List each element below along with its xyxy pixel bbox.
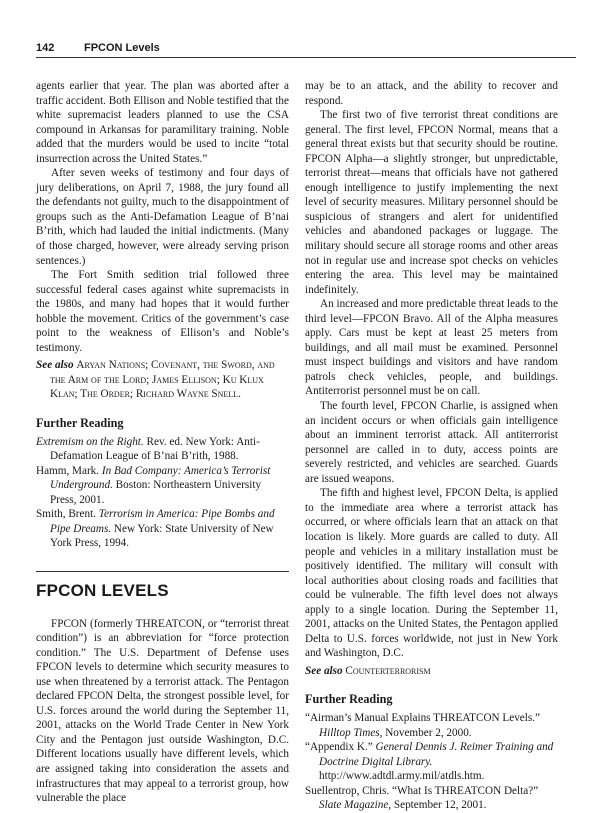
reading-title: Extremism on the Right. (36, 435, 144, 448)
page-number: 142 (36, 42, 55, 54)
reading-details: http://www.adtdl.army.mil/atdls.htm. (319, 770, 485, 783)
reading-details: September 12, 2001. (391, 799, 487, 812)
running-title: FPCON Levels (84, 42, 160, 54)
paragraph: After seven weeks of testimony and four days of jury deliberations, on April 7, 1988, the jury found all the defendants not guilty, much to the disappointment of groups such as the Anti-Defamation League of B’nai B’rith, which had lauded the initial indictments. (Many of those charged, however, were already serving prison sentences.) (36, 167, 289, 267)
running-header (36, 40, 576, 60)
further-reading-heading: Further Reading (36, 416, 124, 431)
entry-divider (36, 571, 289, 572)
see-also (305, 664, 558, 679)
paragraph: The first two of five terrorist threat conditions are general. The first level, FPCON Normal, means that a general threat exists but that security should be routine. FPCON Alpha—a slightly stronger, but unpredictable, terrorist threat—means that officials have not gathered enough intelligence to justify implementing the next level of security measures. Military personnel should be suspicious of strangers and alert for unidentified vehicles and abandoned packages or luggage. The military should secure all storage rooms and other areas not in regular use and increase spot checks on vehicles entering the area. This level may be maintained indefinitely. (305, 109, 558, 296)
reading-author: Smith, Brent. (36, 508, 99, 521)
paragraph-continuation: may be to an attack, and the ability to recover and respond. (305, 80, 558, 107)
reading-item (305, 740, 558, 784)
reading-item (36, 435, 289, 464)
reading-item (36, 464, 289, 508)
reading-title: Hilltop Times, (319, 726, 383, 739)
entry-title: FPCON LEVELS (36, 580, 169, 600)
reading-details: Boston: Northeastern University Press, 2001. (50, 479, 262, 506)
reading-author: “Appendix K.” (305, 741, 376, 754)
reading-title: Terrorism in America: Pipe Bombs and Pipe Dreams. (50, 508, 275, 535)
reading-author: Suellentrop, Chris. “What Is THREATCON Delta?” (305, 784, 539, 797)
reading-author: “Airman’s Manual Explains THREATCON Levels.” (305, 711, 540, 724)
see-also-label: See also (305, 664, 343, 677)
paragraph: An increased and more predictable threat leads to the third level—FPCON Bravo. All of the Alpha measures apply. Cars must be kept at least 25 meters from buildings, and all mail must be examined. Personnel must inspect buildings and visitors and have random patrols check vehicles, people, and buildings. Antiterrorist personnel must be on call. (305, 298, 558, 398)
paragraph-continuation: agents earlier that year. The plan was aborted after a traffic accident. Both Ellison and Noble testified that the white supremacist leaders planned to use the CSA compound in Arkansas for paramilitary training. Noble added that the murders would be used to incite “total insurrection across the United States.” (36, 80, 289, 165)
reading-details: Rev. ed. New York: Anti-Defamation League of B’nai B’rith, 1988. (50, 435, 260, 463)
reading-details: November 2, 2000. (382, 726, 472, 739)
reading-title: In Bad Company: America’s Terrorist Underground. (50, 464, 271, 492)
see-also (36, 358, 289, 402)
reading-item (305, 784, 558, 813)
right-column (305, 79, 558, 813)
left-column (36, 79, 289, 806)
see-also-references: Aryan Nations; Covenant, the Sword, and the Arm of the Lord; James Ellison; Ku Klux Klan; The Order; Richard Wayne Snell. (50, 359, 275, 401)
further-reading-heading: Further Reading (305, 692, 393, 707)
reading-title: Slate Magazine, (319, 799, 392, 812)
reading-title: General Dennis J. Reimer Training and Doctrine Digital Library. (319, 741, 554, 768)
paragraph: The fourth level, FPCON Charlie, is assigned when an incident occurs or when officials gain intelligence about an imminent terrorist attack. All antiterrorist personnel are called in to duty, access points are severely restricted, and vehicles are searched. Guards are issued weapons. (305, 400, 558, 485)
reading-item (305, 711, 558, 740)
see-also-references: Counterterrorism (345, 664, 431, 677)
reading-item (36, 507, 289, 551)
paragraph: The Fort Smith sedition trial followed three successful federal cases against white supremacists in the 1980s, and many had hopes that it would further hobble the movement. Critics of the government’s case point to the weakness of Ellison’s and Noble’s testimony. (36, 269, 289, 354)
reading-details: New York: State University of New York Press, 1994. (50, 522, 274, 550)
reading-author: Hamm, Mark. (36, 464, 102, 477)
see-also-label: See also (36, 359, 74, 372)
paragraph: FPCON (formerly THREATCON, or “terrorist threat condition”) is an abbreviation for “force protection condition.” The U.S. Department of Defense uses FPCON levels to determine which security measures to use when threatened by a terrorist attack. The Pentagon declared FPCON Delta, the strongest possible level, for U.S. forces around the world during the September 11, 2001, attacks on the World Trade Center in New York City and the Pentagon just outside Washington, D.C. Different locations usually have different levels, which are assigned taking into consideration the assets and infrastructures that may appeal to a terrorist group, how vulnerable the place (36, 617, 289, 805)
paragraph: The fifth and highest level, FPCON Delta, is applied to the immediate area where a terrorist attack has occurred, or where officials learn that an attack on that location is likely. More guards are called to duty. All people and vehicles in a military installation must be positively identified. The military will consult with local authorities about closing roads and facilities that could be vulnerable. The fifth level does not always apply to a single location. During the September 11, 2001, attacks on the United States, the Pentagon applied Delta to U.S. forces worldwide, not just in New York and Washington, D.C. (305, 487, 558, 660)
header-rule (36, 57, 576, 58)
